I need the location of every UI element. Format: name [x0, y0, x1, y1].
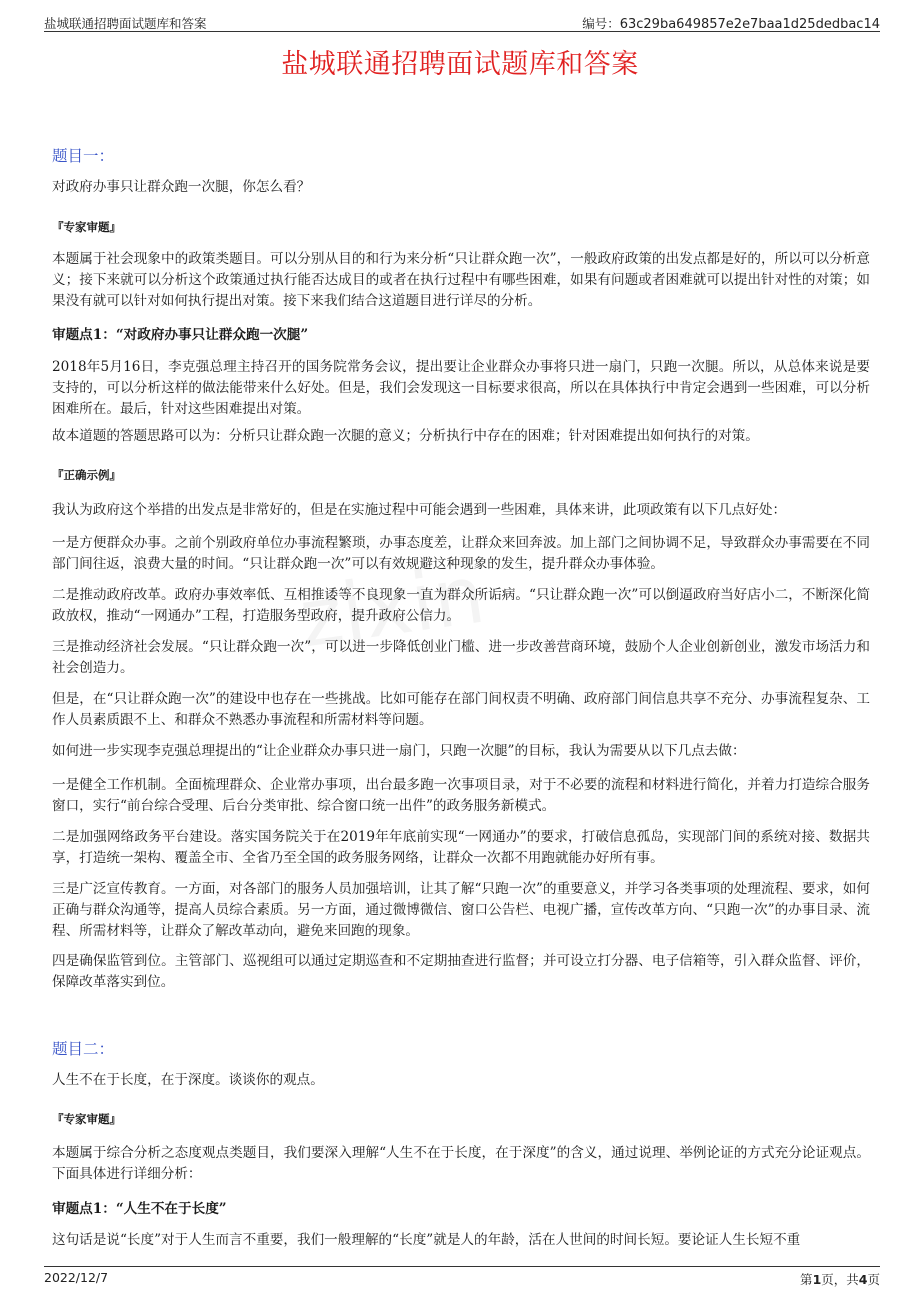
page-header — [44, 12, 880, 32]
review-point-title: 审题点1：“人生不在于长度” — [52, 1201, 227, 1217]
review-point-text: 这句话是说“长度”对于人生而言不重要，我们一般理解的“长度”就是人的年龄，活在人世间的时间长短。要论证人生长短不重 — [52, 1232, 801, 1248]
correct-example-tag: 『正确示例』 — [52, 468, 121, 482]
answer-paragraph: 三是推动经济社会发展。“只让群众跑一次”，可以进一步降低创业门槛、进一步改善营商环境，鼓励个人企业创新创业，激发市场活力和社会创造力。 — [52, 639, 870, 676]
answer-paragraph: 但是，在“只让群众跑一次”的建设中也存在一些挑战。比如可能存在部门间权责不明确、政府部门间信息共享不充分、办事流程复杂、工作人员素质跟不上、和群众不熟悉办事流程和所需材料等问题。 — [52, 691, 870, 728]
expert-review-tag: 『专家审题』 — [52, 1112, 121, 1126]
answer-paragraph: 我认为政府这个举措的出发点是非常好的，但是在实施过程中可能会遇到一些困难，具体来讲，此项政策有以下几点好处： — [52, 502, 787, 518]
page-title: 盐城联通招聘面试题库和答案 — [281, 49, 639, 80]
footer-divider — [44, 1266, 880, 1267]
question-2-label: 题目二： — [52, 1040, 115, 1058]
header-code-value: 63c29ba649857e2e7baa1d25dedbac14 — [619, 17, 880, 32]
expert-review-tag: 『专家审题』 — [52, 220, 121, 234]
page-mid: 页，共 — [821, 1272, 859, 1287]
answer-paragraph: 如何进一步实现李克强总理提出的“让企业群众办事只进一扇门，只跑一次腿”的目标，我认为需要从以下几点去做： — [52, 743, 746, 759]
answer-approach: 故本道题的答题思路可以为：分析只让群众跑一次腿的意义；分析执行中存在的困难；针对困难提出如何执行的对策。 — [52, 428, 759, 444]
answer-paragraph: 二是加强网络政务平台建设。落实国务院关于在2019年年底前实现“一网通办”的要求，打破信息孤岛，实现部门间的系统对接、数据共享，打造统一架构、覆盖全市、全省乃至全国的政务服务网络，让群众一次都不用跑就能办好所有事。 — [52, 829, 870, 866]
question-1-label: 题目一： — [52, 147, 115, 165]
header-doc-title: 盐城联通招聘面试题库和答案 — [44, 16, 207, 31]
expert-review-text: 本题属于社会现象中的政策类题目。可以分别从目的和行为来分析“只让群众跑一次”，一般政府政策的出发点都是好的，所以可以分析意义；接下来就可以分析这个政策通过执行能否达成目的或者在执行过程中有哪些困难，如果有问题或者困难就可以提出针对性的对策；如果没有就可以针对如何执行提出对策。接下来我们结合这道题目进行详尽的分析。 — [52, 251, 870, 309]
page-suffix: 页 — [867, 1272, 880, 1287]
review-point-title: 审题点1：“对政府办事只让群众跑一次腿” — [52, 327, 309, 343]
question-2-text: 人生不在于长度，在于深度。谈谈你的观点。 — [52, 1072, 324, 1088]
header-doc-code — [582, 14, 880, 32]
answer-paragraph: 四是确保监管到位。主管部门、巡视组可以通过定期巡查和不定期抽查进行监督；并可设立打分器、电子信箱等，引入群众监督、评价，保障改革落实到位。 — [52, 953, 870, 990]
answer-paragraph: 三是广泛宣传教育。一方面，对各部门的服务人员加强培训，让其了解“只跑一次”的重要意义，并学习各类事项的处理流程、要求，如何正确与群众沟通等，提高人员综合素质。另一方面，通过微博微信、窗口公告栏、电视广播，宣传改革方向、“只跑一次”的办事目录、流程、所需材料等，让群众了解改革动向，避免来回跑的现象。 — [52, 881, 870, 939]
answer-paragraph: 一是健全工作机制。全面梳理群众、企业常办事项，出台最多跑一次事项目录，对于不必要的流程和材料进行简化，并着力打造综合服务窗口，实行“前台综合受理、后台分类审批、综合窗口统一出件”的政务服务新模式。 — [52, 777, 870, 814]
page-prefix: 第 — [800, 1272, 813, 1287]
header-divider — [44, 31, 880, 32]
footer-page-number — [800, 1270, 880, 1288]
expert-review-text: 本题属于综合分析之态度观点类题目，我们要深入理解“人生不在于长度，在于深度”的含义，通过说理、举例论证的方式充分论证观点。下面具体进行详细分析： — [52, 1145, 870, 1182]
question-1-text: 对政府办事只让群众跑一次腿，你怎么看？ — [52, 179, 311, 195]
review-point-text: 2018年5月16日，李克强总理主持召开的国务院常务会议，提出要让企业群众办事将只进一扇门，只跑一次腿。所以，从总体来说是要支持的，可以分析这样的做法能带来什么好处。但是，我们会发现这一目标要求很高，所以在具体执行中肯定会遇到一些困难，可以分析困难所在。最后，针对这些困难提出对策。 — [52, 359, 870, 417]
header-code-label: 编号： — [582, 16, 620, 31]
page-total: 4 — [858, 1272, 868, 1287]
footer-date: 2022/12/7 — [44, 1270, 109, 1285]
page-current: 1 — [812, 1272, 822, 1287]
answer-paragraph: 二是推动政府改革。政府办事效率低、互相推诿等不良现象一直为群众所诟病。“只让群众跑一次”可以倒逼政府当好店小二，不断深化简政放权，推动“一网通办”工程，打造服务型政府，提升政府公信力。 — [52, 587, 870, 624]
answer-paragraph: 一是方便群众办事。之前个别政府单位办事流程繁琐，办事态度差，让群众来回奔波。加上部门之间协调不足，导致群众办事需要在不同部门间往返，浪费大量的时间。“只让群众跑一次”可以有效规避这种现象的发生，提升群众办事体验。 — [52, 535, 870, 572]
